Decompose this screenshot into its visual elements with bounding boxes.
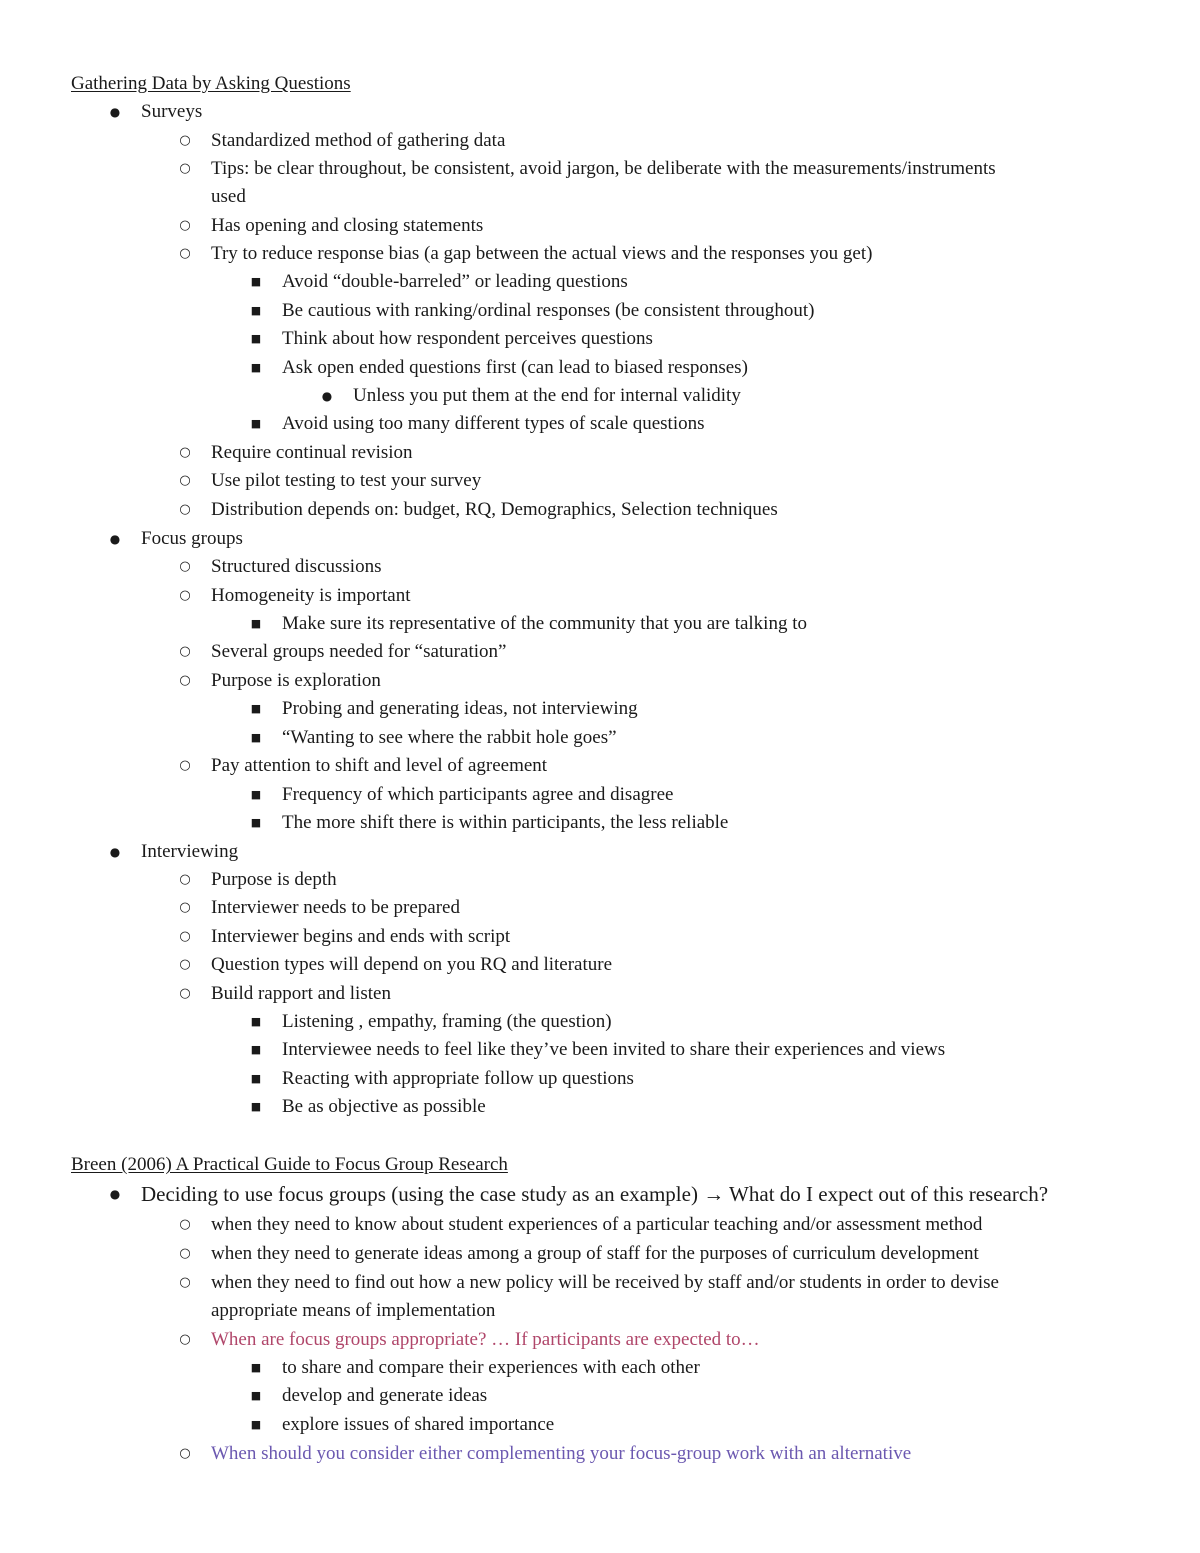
list-item: ○ Require continual revision	[211, 441, 413, 465]
list-item: ■ Reacting with appropriate follow up questions	[282, 1067, 634, 1091]
list-item: ■ Think about how respondent perceives questions	[282, 327, 653, 351]
bullet-square-icon: ■	[250, 1418, 262, 1431]
bullet-square-icon: ■	[250, 617, 262, 630]
list-item: ○ when they need to find out how a new policy will be received by staff and/or students in order to devise	[211, 1271, 999, 1295]
list-item: ■ develop and generate ideas	[282, 1384, 487, 1408]
list-item-surveys: ● Surveys	[141, 100, 202, 124]
bullet-disc-icon: ●	[321, 389, 333, 403]
bullet-square-icon: ■	[250, 702, 262, 715]
list-item: ○ Interviewer begins and ends with script	[211, 925, 510, 949]
bullet-disc-icon: ●	[109, 1187, 121, 1201]
list-item: ■ Probing and generating ideas, not interviewing	[282, 697, 638, 721]
list-item-focus-groups: ● Focus groups	[141, 527, 243, 551]
bullet-circle-icon: ○	[179, 986, 191, 1001]
bullet-circle-icon: ○	[179, 588, 191, 603]
bullet-circle-icon: ○	[179, 872, 191, 887]
list-item: ■ Frequency of which participants agree and disagree	[282, 783, 673, 807]
list-item: ■ The more shift there is within participants, the less reliable	[282, 811, 728, 835]
list-item: ■ Avoid “double-barreled” or leading questions	[282, 270, 628, 294]
bullet-circle-icon: ○	[179, 929, 191, 944]
list-item: ■ Make sure its representative of the community that you are talking to	[282, 612, 807, 636]
bullet-square-icon: ■	[250, 1015, 262, 1028]
bullet-circle-icon: ○	[179, 445, 191, 460]
bullet-circle-icon: ○	[179, 1246, 191, 1261]
list-item: ○ Structured discussions	[211, 555, 381, 579]
list-item: ■ to share and compare their experiences with each other	[282, 1356, 700, 1380]
list-item: ○ Standardized method of gathering data	[211, 129, 505, 153]
bullet-square-icon: ■	[250, 1389, 262, 1402]
bullet-circle-icon: ○	[179, 1275, 191, 1290]
list-item-deciding: ● Deciding to use focus groups (using the case study as an example) → What do I expect out of this research?	[141, 1182, 1048, 1206]
bullet-circle-icon: ○	[179, 957, 191, 972]
bullet-square-icon: ■	[250, 731, 262, 744]
bullet-circle-icon: ○	[179, 900, 191, 915]
bullet-square-icon: ■	[250, 1043, 262, 1056]
list-item: ○ Homogeneity is important	[211, 584, 410, 608]
list-item: ○ Has opening and closing statements	[211, 214, 483, 238]
list-item: ● Unless you put them at the end for internal validity	[353, 384, 741, 408]
bullet-square-icon: ■	[250, 304, 262, 317]
bullet-circle-icon: ○	[179, 644, 191, 659]
list-item: ○ Interviewer needs to be prepared	[211, 896, 460, 920]
list-item: ■ Ask open ended questions first (can lead to biased responses)	[282, 356, 748, 380]
section-heading-gathering-data: Gathering Data by Asking Questions	[71, 73, 351, 94]
bullet-disc-icon: ●	[109, 845, 121, 859]
bullet-circle-icon: ○	[179, 473, 191, 488]
bullet-circle-icon: ○	[179, 673, 191, 688]
list-item-appropriate: ○ When are focus groups appropriate? … If participants are expected to…	[211, 1328, 760, 1352]
bullet-circle-icon: ○	[179, 758, 191, 773]
list-item: ○ Purpose is depth	[211, 868, 337, 892]
bullet-square-icon: ■	[250, 1361, 262, 1374]
section-heading-breen: Breen (2006) A Practical Guide to Focus Group Research	[71, 1154, 508, 1175]
bullet-circle-icon: ○	[179, 218, 191, 233]
list-item: ■ Be as objective as possible	[282, 1095, 486, 1119]
list-item: ■ Listening , empathy, framing (the question)	[282, 1010, 612, 1034]
list-item: ○ Distribution depends on: budget, RQ, Demographics, Selection techniques	[211, 498, 778, 522]
bullet-circle-icon: ○	[179, 161, 191, 176]
bullet-disc-icon: ●	[109, 532, 121, 546]
list-item: ○ Tips: be clear throughout, be consistent, avoid jargon, be deliberate with the measurements/instruments	[211, 157, 996, 181]
list-item: ○ Use pilot testing to test your survey	[211, 469, 481, 493]
list-item: ○ Several groups needed for “saturation”	[211, 640, 506, 664]
bullet-circle-icon: ○	[179, 1446, 191, 1461]
bullet-square-icon: ■	[250, 361, 262, 374]
list-item: ○ Try to reduce response bias (a gap between the actual views and the responses you get)	[211, 242, 872, 266]
bullet-square-icon: ■	[250, 788, 262, 801]
list-item: ○ when they need to know about student experiences of a particular teaching and/or assessment method	[211, 1213, 982, 1237]
bullet-square-icon: ■	[250, 1072, 262, 1085]
bullet-circle-icon: ○	[179, 1332, 191, 1347]
list-item: ○ Purpose is exploration	[211, 669, 381, 693]
bullet-square-icon: ■	[250, 1100, 262, 1113]
list-item: ■ “Wanting to see where the rabbit hole goes”	[282, 726, 617, 750]
bullet-circle-icon: ○	[179, 246, 191, 261]
bullet-square-icon: ■	[250, 417, 262, 430]
list-item: ○ Question types will depend on you RQ and literature	[211, 953, 612, 977]
list-item: ○ Pay attention to shift and level of agreement	[211, 754, 547, 778]
list-item-continuation: used	[211, 186, 246, 207]
list-item: ○ Build rapport and listen	[211, 982, 391, 1006]
list-item-continuation: appropriate means of implementation	[211, 1300, 496, 1321]
bullet-circle-icon: ○	[179, 559, 191, 574]
bullet-circle-icon: ○	[179, 1217, 191, 1232]
bullet-square-icon: ■	[250, 332, 262, 345]
list-item-interviewing: ● Interviewing	[141, 840, 238, 864]
bullet-circle-icon: ○	[179, 133, 191, 148]
bullet-square-icon: ■	[250, 275, 262, 288]
list-item: ○ when they need to generate ideas among a group of staff for the purposes of curriculum development	[211, 1242, 979, 1266]
bullet-square-icon: ■	[250, 816, 262, 829]
list-item-complement: ○ When should you consider either complementing your focus-group work with an alternative	[211, 1442, 911, 1466]
list-item: ■ Interviewee needs to feel like they’ve been invited to share their experiences and views	[282, 1038, 945, 1062]
list-item: ■ Be cautious with ranking/ordinal responses (be consistent throughout)	[282, 299, 814, 323]
bullet-disc-icon: ●	[109, 105, 121, 119]
bullet-circle-icon: ○	[179, 502, 191, 517]
list-item: ■ explore issues of shared importance	[282, 1413, 554, 1437]
list-item: ■ Avoid using too many different types of scale questions	[282, 412, 705, 436]
